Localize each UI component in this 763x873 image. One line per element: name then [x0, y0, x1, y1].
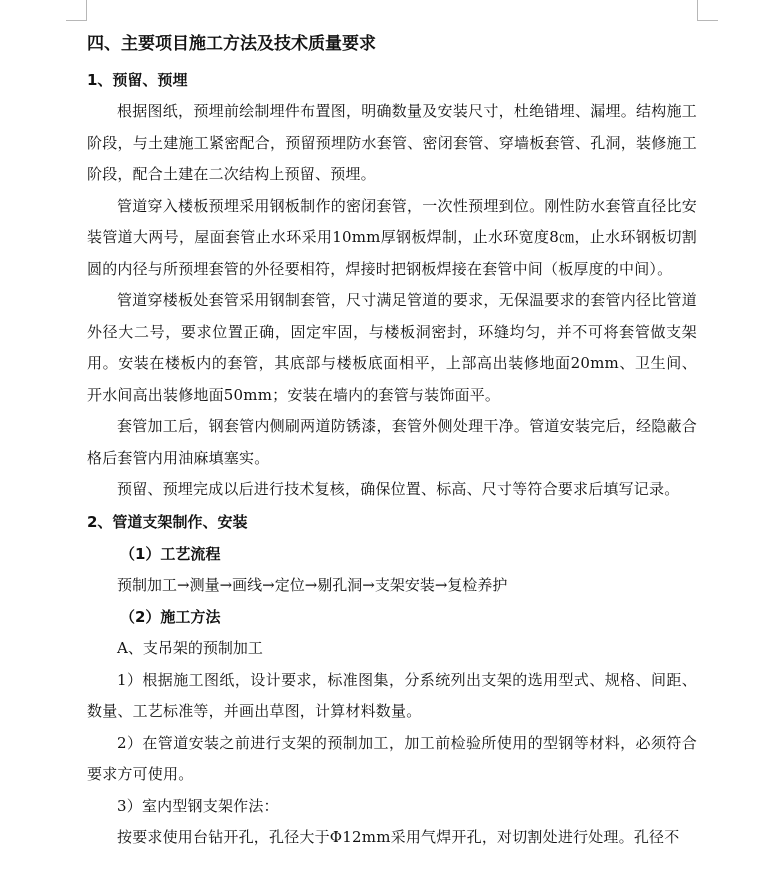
- paragraph: 管道穿楼板处套管采用钢制套管，尺寸满足管道的要求，无保温要求的套管内径比管道外径大二号，要求位置正确，固定牢固，与楼板洞密封，环缝均匀，并不可将套管做支架用。安装在楼板内的套管，其底部与楼板底面相平，上部高出装修地面20mm、卫生间、开水间高出装修地面50mm；安装在墙内的套管与装饰面平。: [87, 291, 697, 404]
- list-item: 3）室内型钢支架作法：: [117, 796, 279, 815]
- crop-mark-top-left: [66, 0, 87, 21]
- section-heading: 1、预留、预埋: [87, 71, 188, 89]
- chapter-heading: 四、主要项目施工方法及技术质量要求: [87, 34, 376, 54]
- subsection-heading: （1）工艺流程: [120, 544, 221, 563]
- paragraph: 套管加工后，钢套管内侧刷两道防锈漆，套管外侧处理干净。管道安装完后，经隐蔽合格后套管内用油麻填塞实。: [87, 417, 697, 467]
- document-body: [87, 30, 697, 854]
- paragraph: 预留、预埋完成以后进行技术复核，确保位置、标高、尺寸等符合要求后填写记录。: [117, 480, 680, 498]
- list-heading: A、支吊架的预制加工: [117, 639, 263, 657]
- paragraph: 管道穿入楼板预埋采用钢板制作的密闭套管，一次性预埋到位。刚性防水套管直径比安装管道大两号，屋面套管止水环采用10mm厚钢板焊制，止水环宽度8㎝，止水环钢板切割圆的内径与所预埋套管的外径要相符，焊接时把钢板焊接在套管中间（板厚度的中间）。: [87, 196, 697, 278]
- process-flow: 预制加工→测量→画线→定位→剔孔洞→支架安装→复检养护: [117, 575, 508, 594]
- list-item: 1）根据施工图纸，设计要求，标准图集，分系统列出支架的选用型式、规格、间距、数量、工艺标准等，并画出草图，计算材料数量。: [87, 670, 697, 720]
- list-item: 2）在管道安装之前进行支架的预制加工，加工前检验所使用的型钢等材料，必须符合要求方可使用。: [87, 733, 697, 783]
- section-heading: 2、管道支架制作、安装: [87, 512, 248, 531]
- list-item: 按要求使用台钻开孔，孔径大于Φ12mm采用气焊开孔，对切割处进行处理。孔径不: [117, 828, 680, 846]
- crop-mark-top-right: [697, 0, 718, 21]
- paragraph: 根据图纸，预埋前绘制埋件布置图，明确数量及安装尺寸，杜绝错埋、漏埋。结构施工阶段，与土建施工紧密配合，预留预埋防水套管、密闭套管、穿墙板套管、孔洞，装修施工阶段，配合土建在二次结构上预留、预埋。: [87, 102, 697, 183]
- subsection-heading: （2）施工方法: [120, 608, 221, 626]
